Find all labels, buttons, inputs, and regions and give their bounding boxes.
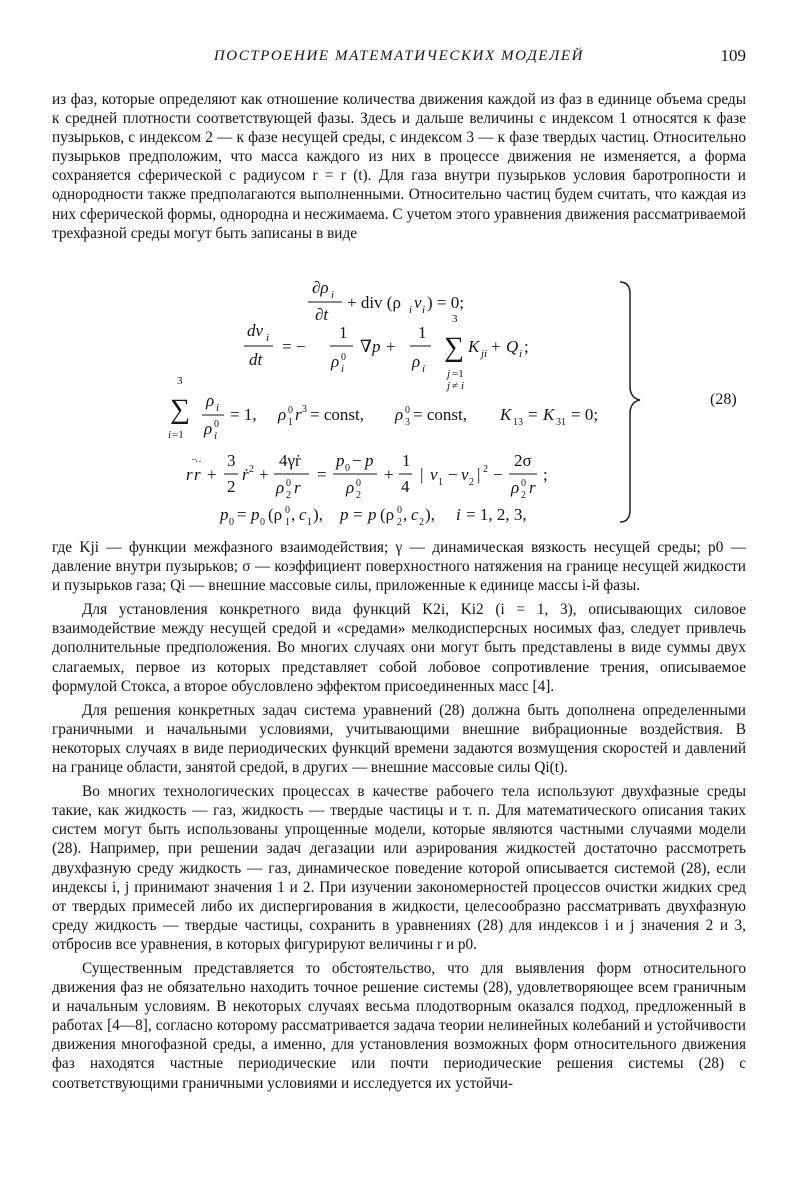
svg-text:(ρ: (ρ (380, 505, 395, 524)
svg-text:),: ), (425, 505, 435, 524)
svg-text:3: 3 (302, 404, 307, 415)
svg-text:i: i (216, 402, 220, 414)
svg-text:3: 3 (405, 417, 410, 428)
svg-text:2: 2 (227, 477, 236, 496)
svg-text:j: j (447, 368, 451, 380)
svg-text:2: 2 (419, 517, 424, 528)
svg-text:dt: dt (249, 350, 263, 369)
svg-text:∑: ∑ (444, 332, 464, 363)
svg-text:1: 1 (307, 517, 312, 528)
svg-text:ji: ji (481, 348, 488, 360)
svg-text:1: 1 (288, 417, 293, 428)
equations-visual (168, 278, 598, 528)
svg-text:=: = (237, 505, 247, 524)
svg-text:ρ: ρ (331, 352, 340, 371)
paragraph-definitions: где Kji — функции межфазного взаимодействия; γ — динамическая вязкость несущей среды; p0 — давление внутри пузырьков; σ — коэффициент поверхностного натяжения на границе несущей жидкости и пузырьков газа; Qi — внешние массовые силы, приложенные к единице массы i-й фазы. (52, 539, 746, 595)
svg-text:0: 0 (288, 405, 293, 416)
svg-text:0: 0 (285, 505, 290, 516)
equation-system-28 (150, 278, 750, 528)
svg-text:=: = (353, 505, 363, 524)
svg-text:+: + (491, 337, 501, 356)
svg-text:0: 0 (405, 405, 410, 416)
svg-text:i: i (409, 304, 413, 316)
svg-text:= −: = − (282, 337, 306, 356)
svg-text:=1: =1 (452, 368, 464, 380)
svg-text:13: 13 (513, 417, 523, 428)
svg-text:p: p (220, 505, 229, 524)
svg-text:∂t: ∂t (315, 305, 329, 324)
svg-text:= const,: = const, (413, 405, 467, 424)
right-brace (620, 282, 640, 522)
svg-text:p: p (372, 337, 381, 356)
svg-text:),: ), (313, 505, 323, 524)
svg-text:K: K (500, 405, 512, 424)
svg-text:ρ: ρ (206, 391, 215, 410)
svg-text:p: p (365, 451, 374, 470)
svg-text:r: r (294, 478, 301, 497)
svg-text:+ div (ρ: + div (ρ (347, 293, 401, 312)
svg-text:ṙ: ṙ (242, 465, 249, 484)
paragraph-two-phase-media: Во многих технологических процессах в качестве рабочего тела используют двухфазные среды такие, как жидкость — газ, жидкость — твердые частицы и т. п. Для математического описания таких систем могут быть использованы упрощенные модели, которые являются частными случаями модели (28). Например, при решении задач дегазации или аэрирования жидкостей достаточно рассмотреть двухфазную среду жидкость — газ, динамическое поведение которой описывается системой (28), если индексы i, j принимают значения 1 и 2. При изучении закономерностей процессов очистки жидких сред от твердых примесей либо их диспергирования в жидкости, целесообразно рассматривать двухфазную среду жидкость — твердые частицы, сохранить в уравнениях (28) для индексов i и j значения 2 и 3, отбросив все уравнения, в которых фигурируют величины r и p0. (52, 783, 746, 953)
svg-text:c: c (299, 505, 307, 524)
svg-text:dv: dv (247, 321, 264, 340)
svg-text:0: 0 (341, 352, 346, 363)
svg-text:ρ: ρ (511, 478, 520, 497)
svg-text:0: 0 (260, 517, 265, 528)
svg-text:ρ: ρ (395, 405, 404, 424)
svg-text:∑: ∑ (170, 394, 190, 425)
svg-text:0: 0 (345, 463, 350, 474)
svg-text:=1: =1 (172, 429, 184, 441)
svg-text:4: 4 (401, 477, 410, 496)
svg-text:ρ: ρ (204, 419, 213, 438)
svg-text:−: − (493, 465, 503, 484)
svg-text:ρ: ρ (278, 405, 287, 424)
svg-text:i: i (461, 380, 465, 392)
svg-text:p: p (336, 451, 345, 470)
svg-text:2: 2 (356, 490, 361, 501)
svg-text:∇: ∇ (360, 337, 372, 356)
svg-text:0: 0 (214, 419, 219, 430)
main-text (52, 538, 746, 1093)
svg-text:≠: ≠ (452, 380, 459, 392)
svg-text:i: i (214, 430, 218, 442)
svg-text:(ρ: (ρ (268, 505, 283, 524)
svg-text:) = 0;: ) = 0; (427, 293, 464, 312)
svg-text:3: 3 (177, 375, 183, 387)
svg-text:3: 3 (227, 451, 236, 470)
svg-text:∂ρ: ∂ρ (312, 278, 329, 297)
svg-text:r: r (186, 465, 193, 484)
svg-text:j: j (447, 380, 451, 392)
svg-text:3: 3 (452, 313, 458, 325)
svg-text:0: 0 (229, 517, 234, 528)
svg-text:1: 1 (402, 451, 411, 470)
svg-text:1: 1 (418, 323, 427, 342)
svg-text:p: p (340, 505, 349, 524)
svg-text:+: + (386, 337, 396, 356)
svg-text:i: i (266, 332, 270, 344)
svg-text:;: ; (524, 337, 529, 356)
svg-text:i: i (422, 363, 426, 375)
svg-text:4γṙ: 4γṙ (279, 451, 301, 470)
equation-system-figure (150, 278, 750, 528)
paragraph-interaction-functions: Для установления конкретного вида функций K2i, Ki2 (i = 1, 3), описывающих силовое взаимодействие между несущей средой и «средами» мелкодисперсных носимых фаз, следует привлечь дополнительные предположения. Во многих случаях они могут быть представлены в виде суммы двух слагаемых, первое из которых представляет собой лобовое сопротивление трения, описываемое формулой Стокса, а второе обусловлено эффектом присоединенных масс [4]. (52, 601, 746, 695)
svg-text:ρ: ρ (276, 478, 285, 497)
svg-text:ρ: ρ (346, 478, 355, 497)
svg-text:i: i (331, 289, 335, 301)
svg-text:2: 2 (521, 490, 526, 501)
svg-text:c: c (411, 505, 419, 524)
svg-text:= 1, 2, 3,: = 1, 2, 3, (466, 505, 527, 524)
svg-text:v: v (430, 465, 438, 484)
svg-text:0: 0 (521, 478, 526, 489)
svg-text:v: v (461, 465, 469, 484)
svg-text:2σ: 2σ (514, 451, 532, 470)
page-number: 109 (720, 46, 746, 65)
equation-number: (28) (710, 391, 737, 408)
svg-text:i: i (519, 348, 523, 360)
svg-text:2: 2 (483, 464, 488, 475)
svg-text:v: v (414, 293, 422, 312)
intro-text (52, 90, 746, 243)
svg-text:K: K (468, 337, 480, 356)
svg-text:i: i (168, 429, 172, 441)
paragraph-boundary-conditions: Для решения конкретных задач система уравнений (28) должна быть дополнена определенными граничными и начальными условиями, учитывающими внешние вибрационные воздействия. В некоторых случаях в виде периодических функций времени задаются возмущения скоростей и давлений на границе области, занятой средой, в других — внешние массовые силы Qi(t). (52, 701, 746, 777)
svg-text:1: 1 (438, 477, 443, 488)
svg-text:|: | (420, 465, 424, 484)
svg-text:=: = (317, 465, 327, 484)
svg-text:2: 2 (249, 464, 254, 475)
svg-text:+: + (207, 465, 217, 484)
svg-text:p: p (251, 505, 260, 524)
running-title: ПОСТРОЕНИЕ МАТЕМАТИЧЕСКИХ МОДЕЛЕЙ (213, 48, 585, 64)
svg-text:= 0;: = 0; (571, 405, 599, 424)
svg-text:|: | (477, 465, 481, 484)
svg-text:31: 31 (556, 417, 566, 428)
svg-text:= const,: = const, (310, 405, 364, 424)
svg-text:= 1,: = 1, (230, 405, 257, 424)
svg-text:2: 2 (397, 517, 402, 528)
svg-text:i: i (341, 363, 345, 375)
page-header (52, 46, 746, 68)
svg-text:r: r (194, 465, 201, 484)
svg-text:r: r (529, 478, 536, 497)
paragraph-stability: Существенным представляется то обстоятельство, что для выявления форм относительного движения фаз не обязательно находить точное решение системы (28), удовлетворяющее всем граничным и начальным условиям. В некоторых случаях весьма плодотворным оказался подход, предложенный в работах [4—8], согласно которому рассматривается задача теории нелинейных колебаний и устойчивости движения многофазной среды, а именно, для установления возможных форм относительного движения фаз находятся частные периодические или почти периодические решения системы (28) с соответствующими граничными условиями и исследуется их устойчи- (52, 959, 746, 1092)
svg-text:,: , (403, 505, 408, 524)
svg-text:i: i (422, 304, 426, 316)
svg-text:0: 0 (356, 478, 361, 489)
svg-text:ρ: ρ (412, 352, 421, 371)
intro-paragraph: из фаз, которые определяют как отношение количества движения каждой из фаз в единице объема среды к средней плотности соответствующей фазы. Здесь и дальше величины с индексом 1 относятся к фазе пузырьков, с индексом 2 — к фазе несущей среды, с индексом 3 — к фазе твердых частиц. Относительно пузырьков предположим, что масса каждого из них в процессе движения не изменяется, а форма сохраняется сферической с радиусом r = r (t). Для газа внутри пузырьков условия баротропности и однородности также предполагаются выполненными. Относительно частиц будем считать, что каждая из них сферической формы, однородна и несжимаема. С учетом этого уравнения движения рассматриваемой трехфазной среды могут быть записаны в виде (52, 91, 746, 242)
svg-text:1: 1 (285, 517, 290, 528)
svg-text:+: + (384, 465, 394, 484)
svg-text:K: K (543, 405, 555, 424)
svg-text:;: ; (543, 465, 548, 484)
svg-text:Q: Q (506, 337, 519, 356)
svg-text:0: 0 (397, 505, 402, 516)
svg-text:0: 0 (286, 478, 291, 489)
svg-text:=: = (528, 405, 538, 424)
svg-text:p: p (368, 505, 377, 524)
svg-text:−: − (448, 465, 458, 484)
svg-text:r: r (295, 405, 302, 424)
svg-text:,: , (291, 505, 296, 524)
svg-text:··: ·· (195, 457, 202, 468)
svg-text:1: 1 (339, 323, 348, 342)
svg-text:+: + (259, 465, 269, 484)
svg-text:−: − (352, 451, 362, 470)
svg-text:2: 2 (469, 477, 474, 488)
svg-text:2: 2 (286, 490, 291, 501)
svg-text:i: i (456, 505, 461, 524)
